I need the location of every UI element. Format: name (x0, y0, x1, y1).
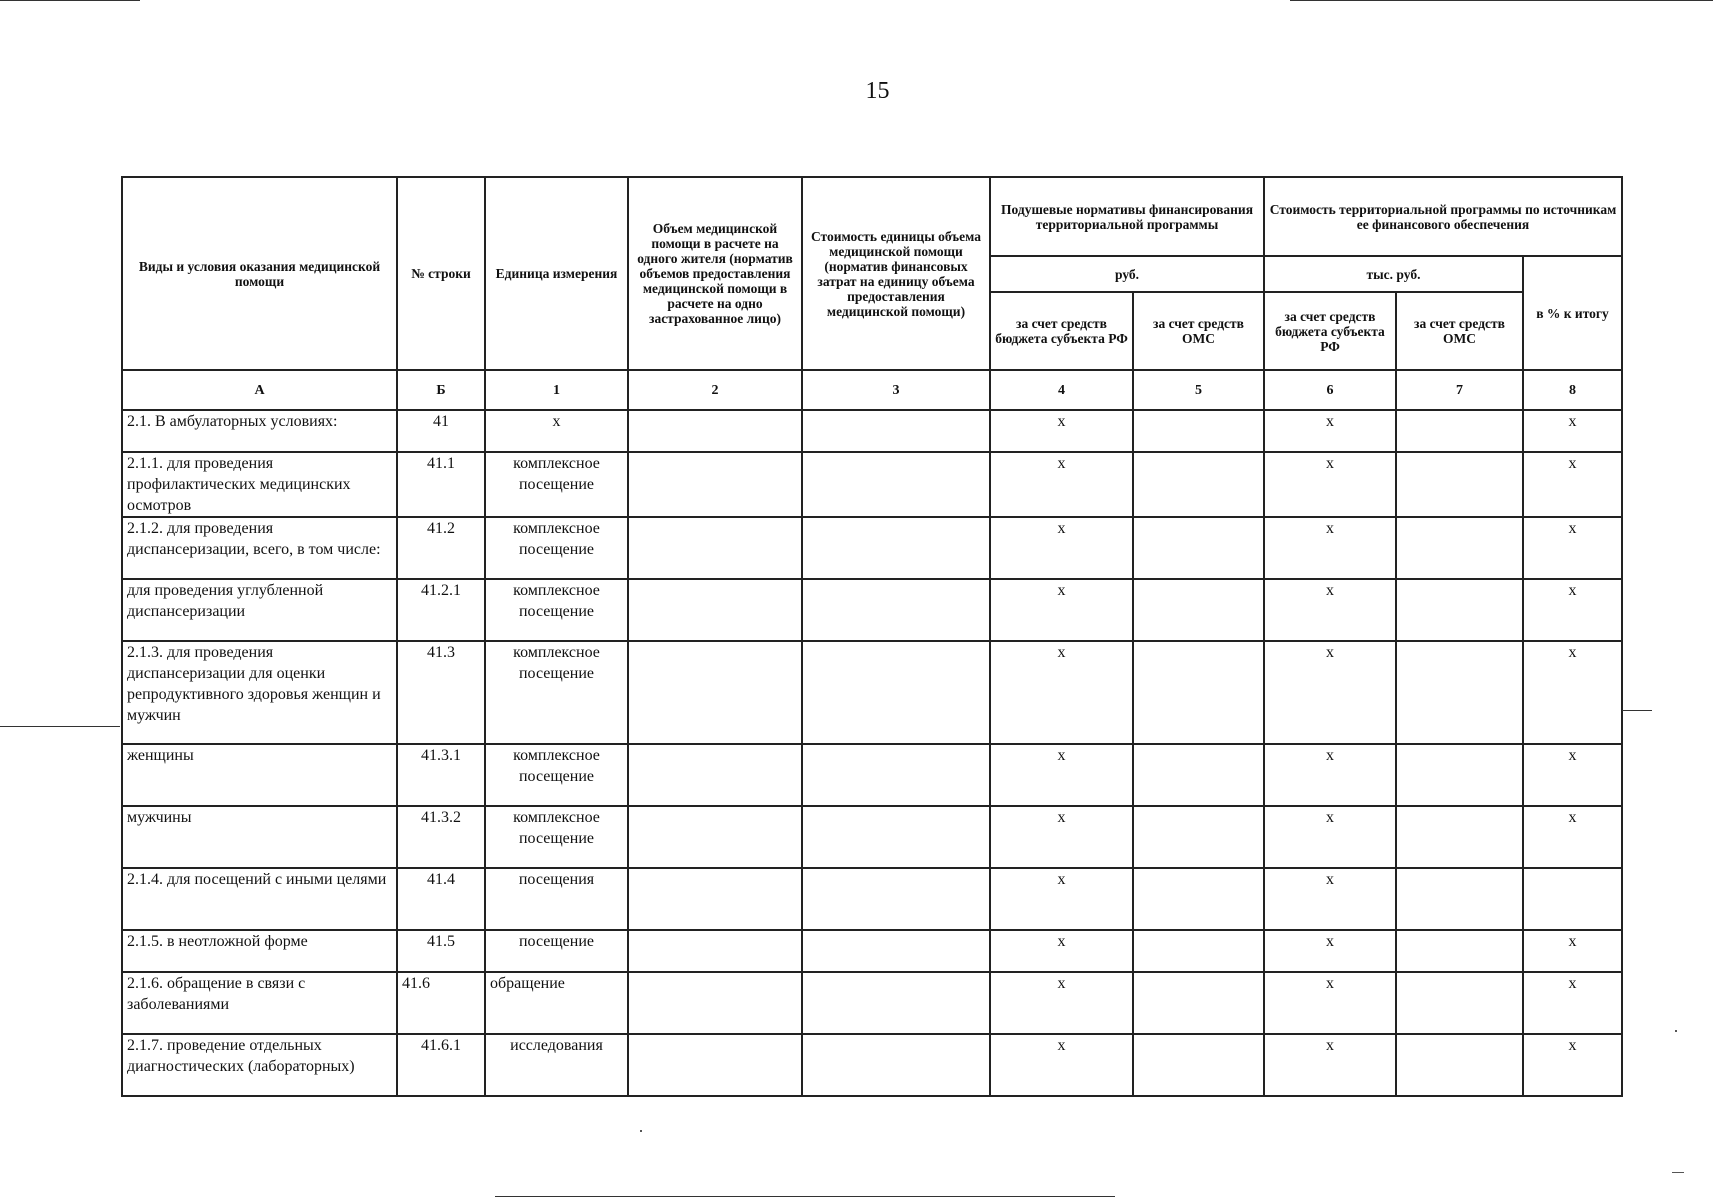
row-number: 41 (397, 410, 485, 452)
cell-oms-rub (1133, 517, 1264, 579)
cell-oms-thousand (1396, 744, 1523, 806)
row-name: мужчины (122, 806, 397, 868)
cell-percent: х (1523, 579, 1622, 641)
column-index: 7 (1396, 370, 1523, 410)
table-row (122, 868, 1622, 930)
row-number: 41.3.2 (397, 806, 485, 868)
row-name: 2.1. В амбулаторных условиях: (122, 410, 397, 452)
header-percent-total: в % к итогу (1523, 256, 1622, 370)
cell-percent: х (1523, 517, 1622, 579)
row-unit: комплексное посещение (485, 641, 628, 744)
table-row (122, 641, 1622, 744)
cell-unit-cost (802, 972, 990, 1034)
header-program-cost: Стоимость территориальной программы по источникам ее финансового обеспечения (1264, 177, 1622, 256)
row-number: 41.6 (397, 972, 485, 1034)
scan-artifact-line (495, 1196, 1115, 1197)
header-per-capita: Подушевые нормативы финансирования территориальной программы (990, 177, 1264, 256)
column-index-row (122, 370, 1622, 410)
table-row (122, 806, 1622, 868)
row-unit: комплексное посещение (485, 452, 628, 517)
cell-unit-cost (802, 579, 990, 641)
row-name: для проведения углубленной диспансеризации (122, 579, 397, 641)
header-types: Виды и условия оказания медицинской помощи (122, 177, 397, 370)
cell-volume (628, 744, 802, 806)
cell-oms-thousand (1396, 930, 1523, 972)
header-oms-thousand: за счет средств ОМС (1396, 292, 1523, 370)
cell-oms-rub (1133, 410, 1264, 452)
cell-volume (628, 806, 802, 868)
cell-budget-rub: х (990, 452, 1133, 517)
cell-unit-cost (802, 868, 990, 930)
cell-oms-rub (1133, 744, 1264, 806)
column-index: 8 (1523, 370, 1622, 410)
table-row (122, 517, 1622, 579)
cell-budget-thousand: х (1264, 579, 1396, 641)
row-name: 2.1.1. для проведения профилактических медицинских осмотров (122, 452, 397, 517)
cell-oms-rub (1133, 930, 1264, 972)
row-unit: посещения (485, 868, 628, 930)
row-name: 2.1.3. для проведения диспансеризации для оценки репродуктивного здоровья женщин и мужчин (122, 641, 397, 744)
cell-unit-cost (802, 806, 990, 868)
cell-unit-cost (802, 930, 990, 972)
column-index: 1 (485, 370, 628, 410)
cell-budget-rub: х (990, 744, 1133, 806)
cell-oms-thousand (1396, 410, 1523, 452)
header-budget-thousand: за счет средств бюджета субъекта РФ (1264, 292, 1396, 370)
cell-budget-rub: х (990, 1034, 1133, 1096)
row-unit: обращение (485, 972, 628, 1034)
cell-volume (628, 410, 802, 452)
cell-volume (628, 452, 802, 517)
row-unit: исследования (485, 1034, 628, 1096)
cell-oms-rub (1133, 641, 1264, 744)
cell-budget-thousand: х (1264, 1034, 1396, 1096)
cell-budget-rub: х (990, 410, 1133, 452)
header-unit: Единица измерения (485, 177, 628, 370)
cell-volume (628, 641, 802, 744)
cell-budget-rub: х (990, 641, 1133, 744)
row-name: 2.1.5. в неотложной форме (122, 930, 397, 972)
scan-speck (1675, 1030, 1677, 1032)
column-index: А (122, 370, 397, 410)
table-row (122, 410, 1622, 452)
cell-budget-rub: х (990, 930, 1133, 972)
column-index: Б (397, 370, 485, 410)
row-unit: комплексное посещение (485, 806, 628, 868)
cell-oms-rub (1133, 806, 1264, 868)
cell-oms-thousand (1396, 579, 1523, 641)
row-unit: х (485, 410, 628, 452)
column-index: 6 (1264, 370, 1396, 410)
cell-budget-thousand: х (1264, 452, 1396, 517)
row-unit: комплексное посещение (485, 744, 628, 806)
cell-percent: х (1523, 641, 1622, 744)
column-index: 5 (1133, 370, 1264, 410)
cell-budget-thousand: х (1264, 641, 1396, 744)
cell-budget-rub: х (990, 579, 1133, 641)
row-number: 41.4 (397, 868, 485, 930)
table-row (122, 930, 1622, 972)
cell-unit-cost (802, 517, 990, 579)
cell-oms-thousand (1396, 452, 1523, 517)
cell-oms-thousand (1396, 972, 1523, 1034)
cell-unit-cost (802, 744, 990, 806)
cell-volume (628, 517, 802, 579)
scan-artifact-line (1622, 710, 1652, 711)
header-row-number: № строки (397, 177, 485, 370)
cell-unit-cost (802, 1034, 990, 1096)
row-number: 41.2 (397, 517, 485, 579)
row-name: 2.1.2. для проведения диспансеризации, всего, в том числе: (122, 517, 397, 579)
header-budget-rub: за счет средств бюджета субъекта РФ (990, 292, 1133, 370)
row-name: 2.1.6. обращение в связи с заболеваниями (122, 972, 397, 1034)
cell-volume (628, 972, 802, 1034)
cell-oms-rub (1133, 868, 1264, 930)
cell-oms-thousand (1396, 641, 1523, 744)
cell-budget-rub: х (990, 868, 1133, 930)
cell-percent: х (1523, 806, 1622, 868)
cell-budget-thousand: х (1264, 744, 1396, 806)
cell-budget-rub: х (990, 972, 1133, 1034)
cell-volume (628, 868, 802, 930)
cell-oms-thousand (1396, 1034, 1523, 1096)
cell-budget-rub: х (990, 517, 1133, 579)
cell-oms-thousand (1396, 517, 1523, 579)
cell-volume (628, 1034, 802, 1096)
row-number: 41.1 (397, 452, 485, 517)
table-row (122, 579, 1622, 641)
table-row (122, 744, 1622, 806)
scan-artifact-line (0, 0, 140, 1)
row-name: 2.1.4. для посещений с иными целями (122, 868, 397, 930)
cell-percent: х (1523, 1034, 1622, 1096)
column-index: 4 (990, 370, 1133, 410)
row-name: 2.1.7. проведение отдельных диагностических (лабораторных) (122, 1034, 397, 1096)
column-index: 2 (628, 370, 802, 410)
cell-budget-thousand: х (1264, 972, 1396, 1034)
scan-artifact-line (1290, 0, 1713, 1)
row-unit: посещение (485, 930, 628, 972)
cell-oms-thousand (1396, 868, 1523, 930)
page-number: 15 (865, 78, 890, 104)
row-number: 41.3.1 (397, 744, 485, 806)
row-number: 41.5 (397, 930, 485, 972)
cell-percent (1523, 868, 1622, 930)
cell-unit-cost (802, 410, 990, 452)
cell-percent: х (1523, 744, 1622, 806)
cell-budget-thousand: х (1264, 806, 1396, 868)
table-row (122, 1034, 1622, 1096)
header-unit-cost: Стоимость единицы объема медицинской помощи (норматив финансовых затрат на единицу объема предоставления медицинской помощи) (802, 177, 990, 370)
row-unit: комплексное посещение (485, 517, 628, 579)
cell-oms-rub (1133, 972, 1264, 1034)
financing-table (121, 176, 1623, 1097)
header-oms-rub: за счет средств ОМС (1133, 292, 1264, 370)
cell-budget-thousand: х (1264, 868, 1396, 930)
scan-artifact-line (0, 726, 120, 727)
table-row (122, 972, 1622, 1034)
header-rub: руб. (990, 256, 1264, 292)
cell-percent: х (1523, 972, 1622, 1034)
cell-budget-thousand: х (1264, 410, 1396, 452)
cell-oms-rub (1133, 452, 1264, 517)
cell-unit-cost (802, 641, 990, 744)
cell-oms-rub (1133, 579, 1264, 641)
header-volume: Объем медицинской помощи в расчете на одного жителя (норматив объемов предоставления медицинской помощи в расчете на одно застрахованное лицо) (628, 177, 802, 370)
row-name: женщины (122, 744, 397, 806)
cell-percent: х (1523, 930, 1622, 972)
header-thousand-rub: тыс. руб. (1264, 256, 1523, 292)
cell-percent: х (1523, 452, 1622, 517)
row-unit: комплексное посещение (485, 579, 628, 641)
cell-budget-thousand: х (1264, 517, 1396, 579)
cell-oms-rub (1133, 1034, 1264, 1096)
cell-budget-rub: х (990, 806, 1133, 868)
cell-percent: х (1523, 410, 1622, 452)
cell-oms-thousand (1396, 806, 1523, 868)
table-row (122, 452, 1622, 517)
scan-speck (640, 1130, 642, 1132)
row-number: 41.6.1 (397, 1034, 485, 1096)
scan-speck (1672, 1172, 1684, 1173)
column-index: 3 (802, 370, 990, 410)
row-number: 41.2.1 (397, 579, 485, 641)
cell-budget-thousand: х (1264, 930, 1396, 972)
cell-volume (628, 930, 802, 972)
cell-unit-cost (802, 452, 990, 517)
cell-volume (628, 579, 802, 641)
row-number: 41.3 (397, 641, 485, 744)
